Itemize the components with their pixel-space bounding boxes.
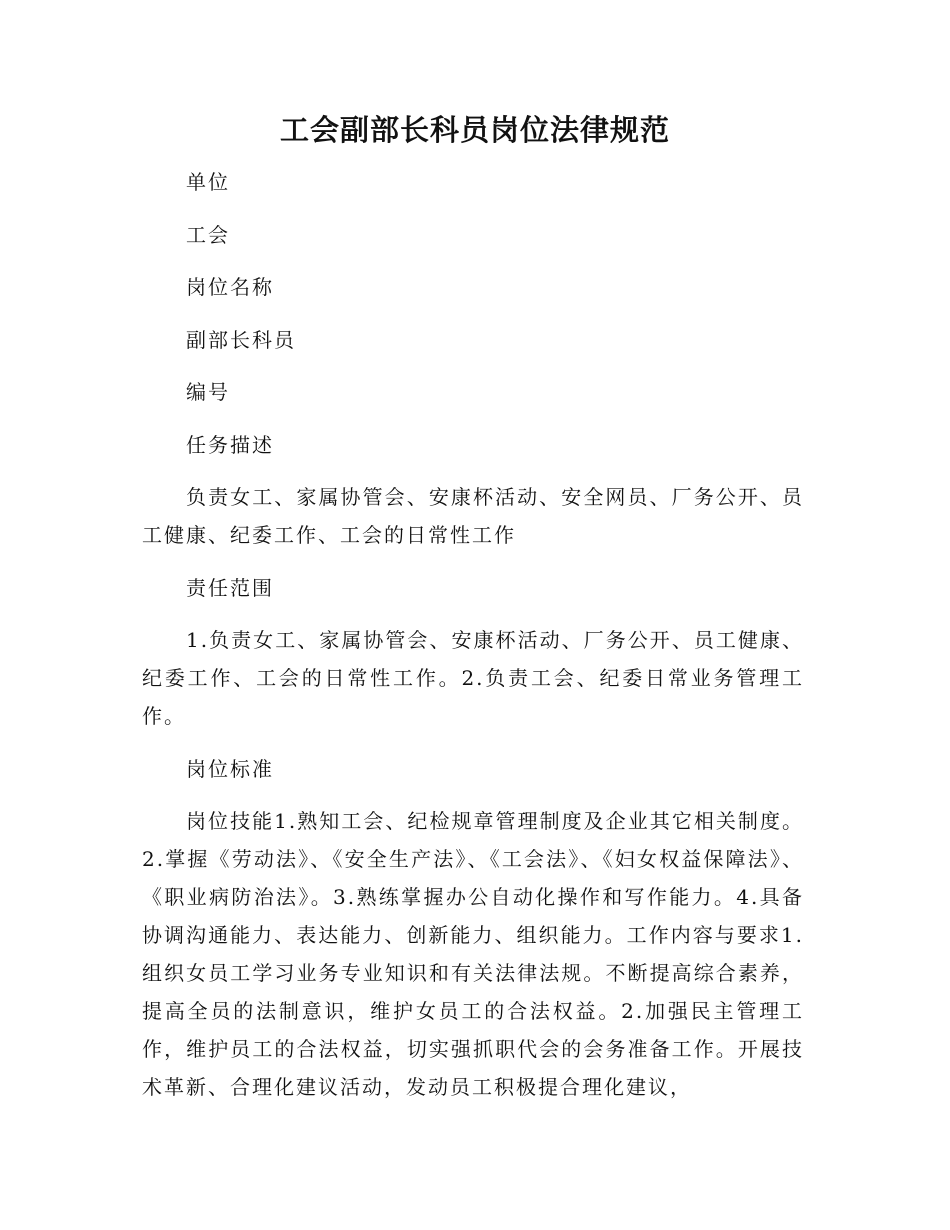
section-heading-position-standard: 岗位标准	[186, 756, 274, 781]
responsibility-scope-text: 1.负责女工、家属协管会、安康杯活动、厂务公开、员工健康、纪委工作、工会的日常性工作。2.负责工会、纪委日常业务管理工作。	[142, 628, 804, 728]
field-label-position-name: 岗位名称	[186, 275, 274, 299]
field-value-unit: 工会	[186, 222, 230, 247]
field-value-position-name: 副部长科员	[186, 327, 296, 352]
position-standard-text: 岗位技能1.熟知工会、纪检规章管理制度及企业其它相关制度。2.掌握《劳动法》、《安全生产法》、《工会法》、《妇女权益保障法》、《职业病防治法》。3.熟练掌握办公自动化操作和写作能力。4.具备协调沟通能力、表达能力、创新能力、组织能力。工作内容与要求1.组织女员工学习业务专业知识和有关法律法规。不断提高综合素养，提高全员的法制意识，维护女员工的合法权益。2.加强民主管理工作，维护员工的合法权益，切实强抓职代会的会务准备工作。开展技术革新、合理化建议活动，发动员工积极提合理化建议，	[142, 809, 804, 1099]
document-title: 工会副部长科员岗位法律规范	[279, 113, 670, 147]
section-heading-task-description: 任务描述	[186, 432, 274, 457]
document-body	[142, 163, 804, 1121]
section-heading-responsibility-scope: 责任范围	[186, 575, 274, 600]
field-label-unit: 单位	[186, 170, 230, 194]
field-label-number: 编号	[186, 380, 230, 404]
task-description-text: 负责女工、家属协管会、安康杯活动、安全网员、厂务公开、员工健康、纪委工作、工会的日常性工作	[142, 485, 804, 547]
